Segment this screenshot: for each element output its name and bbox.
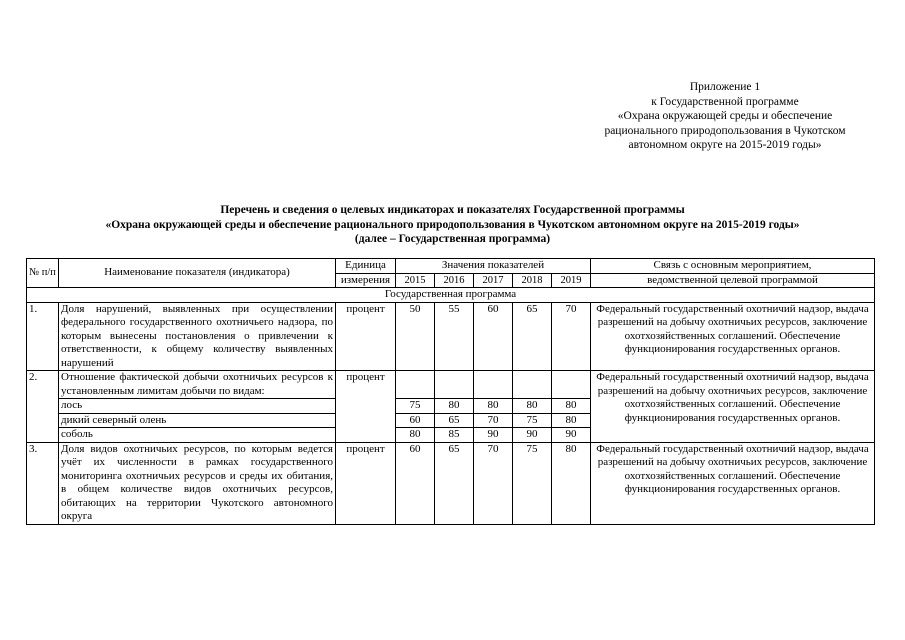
appendix-line: к Государственной программе [651,95,799,108]
title-line: (далее – Государственная программа) [354,233,551,245]
header-year: 2019 [552,273,591,288]
title-line: Перечень и сведения о целевых индикаторах и показателях Государственной программы [220,204,685,216]
header-year: 2016 [435,273,474,288]
header-year: 2015 [396,273,435,288]
appendix-line: рационального природопользования в Чукотском [604,124,846,137]
appendix-line: автономном округе на 2015-2019 годы» [628,139,822,151]
header-link-line1: Связь с основным мероприятием, [591,259,875,274]
appendix-line: «Охрана окружающей среды и обеспечение [617,110,833,122]
row-value: 65 [513,302,552,371]
row-value: 80 [552,399,591,414]
row-link: Федеральный государственный охотничий надзор, выдача разрешений на добычу охотничьих ресурсов, заключение охотхозяйственных соглашений. Обеспечение функционирования государственных органов. [591,442,875,524]
row-value: 55 [435,302,474,371]
row-value-empty [552,371,591,399]
row-value: 50 [396,302,435,371]
row-value: 65 [435,413,474,428]
row-value: 90 [474,428,513,443]
row-value: 70 [474,442,513,524]
row-value-empty [396,371,435,399]
row-value: 85 [435,428,474,443]
table-row [27,302,875,371]
table-row [27,442,875,524]
header-year: 2018 [513,273,552,288]
appendix-header [560,80,890,153]
row-name: Доля нарушений, выявленных при осуществлении федерального государственного охотничьего надзора, по которым вынесены постановления о привлечении к ответственности, к общему количеству выявленных нарушений [59,302,336,371]
header-num: № п/п [27,259,59,288]
row-value: 65 [435,442,474,524]
row-value-empty [435,371,474,399]
table-row [27,371,875,399]
row-name: Отношение фактической добычи охотничьих ресурсов к установленным лимитам добычи по видам: [59,371,336,399]
row-value: 80 [474,399,513,414]
header-name: Наименование показателя (индикатора) [59,259,336,288]
subrow-name: лось [59,399,336,414]
row-value-empty [513,371,552,399]
header-link-line2: ведомственной целевой программой [591,273,875,288]
row-value: 80 [396,428,435,443]
row-value: 80 [552,442,591,524]
row-value: 80 [513,399,552,414]
row-value: 80 [552,413,591,428]
appendix-line: Приложение 1 [689,81,761,93]
row-value-empty [474,371,513,399]
row-value: 70 [474,413,513,428]
row-name: Доля видов охотничьих ресурсов, по которым ведется учёт их численности в рамках государственного мониторинга охотничьих ресурсов и среды их обитания, в общем количестве видов охотничьих ресурсов, обитающих на территории Чукотского автономного округа [59,442,336,524]
subrow-name: дикий северный олень [59,413,336,428]
row-value: 75 [396,399,435,414]
document-title [0,203,905,247]
row-num: 3. [27,442,59,524]
header-unit-line1: Единица [336,259,396,274]
row-value: 90 [552,428,591,443]
section-title: Государственная программа [27,288,875,303]
row-value: 75 [513,442,552,524]
row-value: 80 [435,399,474,414]
row-value: 75 [513,413,552,428]
row-unit: процент [336,302,396,371]
row-link: Федеральный государственный охотничий надзор, выдача разрешений на добычу охотничьих ресурсов, заключение охотхозяйственных соглашений. Обеспечение функционирования государственных органов. [591,371,875,443]
row-num: 1. [27,302,59,371]
row-unit: процент [336,371,396,443]
indicators-table [26,258,875,525]
row-value: 60 [474,302,513,371]
subrow-name: соболь [59,428,336,443]
section-row [27,288,875,303]
row-value: 60 [396,442,435,524]
row-num: 2. [27,371,59,443]
header-values: Значения показателей [396,259,591,274]
title-line: «Охрана окружающей среды и обеспечение рационального природопользования в Чукотском автономном округе на 2015-2019 годы» [105,218,800,231]
row-unit: процент [336,442,396,524]
header-unit-line2: измерения [336,273,396,288]
row-link: Федеральный государственный охотничий надзор, выдача разрешений на добычу охотничьих ресурсов, заключение охотхозяйственных соглашений. Обеспечение функционирования государственных органов. [591,302,875,371]
header-year: 2017 [474,273,513,288]
row-value: 70 [552,302,591,371]
row-value: 60 [396,413,435,428]
row-value: 90 [513,428,552,443]
